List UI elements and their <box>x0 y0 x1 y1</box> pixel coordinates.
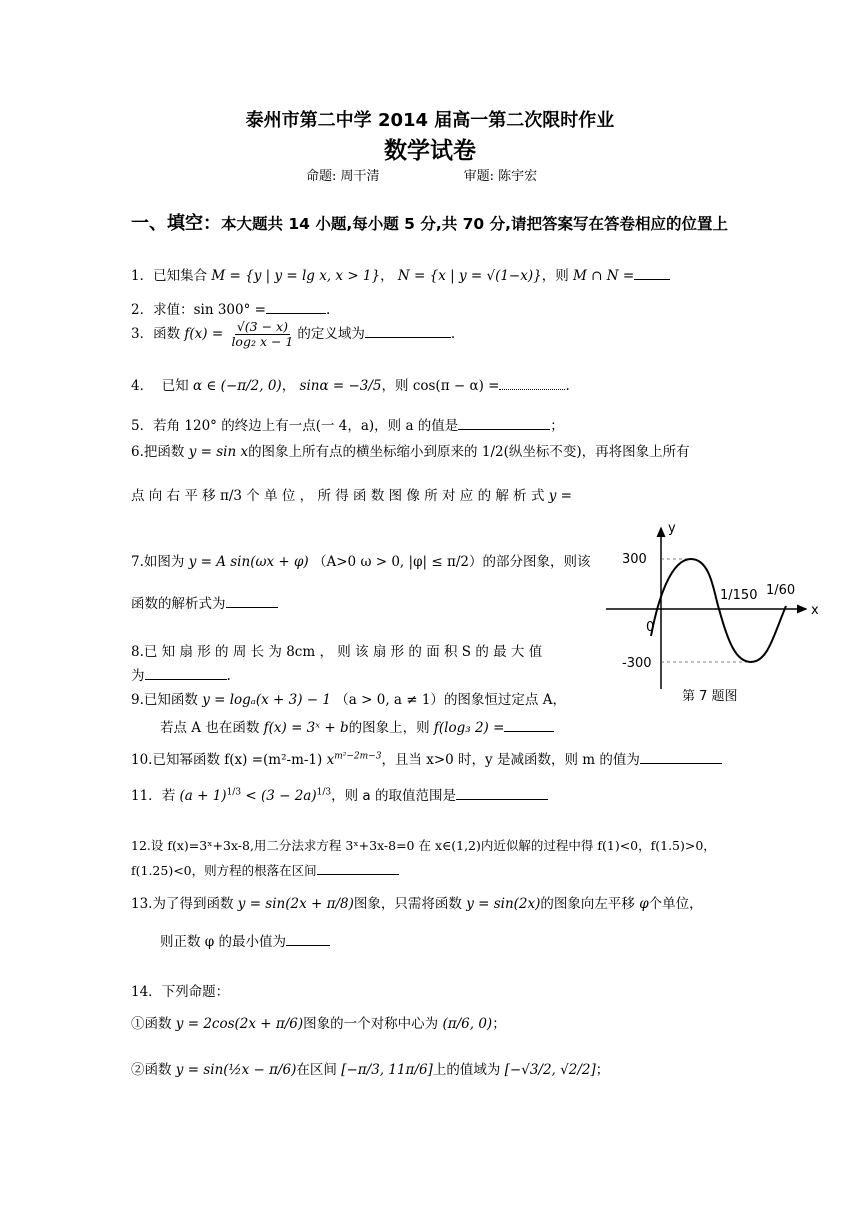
answer-blank[interactable] <box>317 860 399 875</box>
question-7: 7.如图为 y = A sin(ωx + φ) （A>0 ω > 0, |φ| ≤ π/2）的部分图象，则该 <box>131 554 591 570</box>
question-14-item-1: ①函数 y = 2cos(2x + π/6)图象的一个对称中心为 (π/6, 0)； <box>131 1016 506 1032</box>
question-9: 9.已知函数 y = logₐ(x + 3) − 1 （a > 0, a ≠ 1）的图象恒过定点 A， <box>131 692 566 708</box>
x-axis-label: x <box>811 603 819 618</box>
answer-blank[interactable] <box>226 593 278 608</box>
exam-title: 泰州市第二中学 2014 届高一第二次限时作业 <box>245 110 615 131</box>
question-8-line-2: 为 . <box>131 664 231 684</box>
sine-curve <box>651 559 786 662</box>
sine-graph <box>596 514 832 710</box>
figure-caption: 第 7 题图 <box>682 689 738 704</box>
answer-blank[interactable] <box>145 665 227 680</box>
setter-name: 命题: 周干清 <box>306 169 380 184</box>
answer-blank[interactable] <box>456 785 548 800</box>
reviewer-name: 审题: 陈宇宏 <box>463 169 538 184</box>
y-min-label: -300 <box>622 656 652 671</box>
answer-blank[interactable] <box>504 717 554 732</box>
answer-blank[interactable] <box>634 265 670 280</box>
answer-blank[interactable] <box>458 415 550 430</box>
answer-blank[interactable] <box>266 299 326 314</box>
question-10: 10.已知幂函数 f(x) =(m²-m-1) $x^{m^2-2m-3}$，且当 x>0 时，y 是减函数，则 m 的值为 <box>131 748 722 768</box>
question-12: 12.设 f(x)=3ˣ+3x-8,用二分法求方程 3ˣ+3x-8=0 在 x∈(1,2)内近似解的过程中得 f(1)<0，f(1.5)>0， <box>131 838 716 853</box>
section-heading <box>131 212 751 236</box>
tick-label-2: 1/60 <box>766 583 796 598</box>
fraction: $\frac{√(3 - x)}{\text{log₂ x − 1}}$ <box>231 319 294 349</box>
question-7-figure <box>596 514 832 710</box>
question-12-line-2: f(1.25)<0，则方程的根落在区间 <box>131 860 399 879</box>
section-title: 一、填空： <box>131 213 221 234</box>
question-14: 14．下列命题： <box>131 984 230 1000</box>
question-8: 8.已 知 扇 形 的 周 长 为 8cm ， 则 该 扇 形 的 面 积 S 的 最 大 值 <box>131 644 543 660</box>
y-max-label: 300 <box>622 552 647 567</box>
exam-authors <box>306 165 537 184</box>
answer-blank[interactable] <box>365 323 451 338</box>
answer-blank[interactable] <box>640 749 722 764</box>
exam-subject: 数学试卷 <box>384 138 476 164</box>
question-9-line-2: 若点 A 也在函数 f(x) = 3ˣ + b的图象上，则 f(log₃ 2) = <box>160 716 554 736</box>
set-m: M = {y | y = lg x, x > 1} <box>211 268 381 284</box>
question-13-line-2: 则正数 φ 的最小值为 <box>160 930 330 950</box>
question-2: 2．求值：sin 300° = . <box>131 298 330 318</box>
answer-blank[interactable] <box>499 375 565 390</box>
y-axis-label: y <box>668 521 676 536</box>
question-7-line-2: 函数的解析式为 <box>131 592 278 612</box>
question-14-item-2: ②函数 y = sin(½x − π/6)在区间 [−π/3, 11π/6]上的值域为 [−√3/2, √2/2]； <box>131 1062 610 1078</box>
question-11: 11．若 $(a + 1)^{1/3} < (3 - 2a)^{1/3}$，则 a 的取值范围是 <box>131 784 548 804</box>
question-6-line-2: 点 向 右 平 移 π/3 个 单 位 ， 所 得 函 数 图 像 所 对 应 的 解 析 式 y = <box>131 488 572 504</box>
question-4: 4． 已知 α ∈ (−π/2, 0)， sinα = −3/5，则 cos(π − α) = . <box>131 374 570 394</box>
question-1: 1．已知集合 M = {y | y = lg x, x > 1}， N = {x | y = √(1−x)}，则 M ∩ N = <box>131 264 670 284</box>
question-3: 3．函数 f(x) = $\frac{√(3 - x)}{\text{log₂ x − 1}}$ 的定义域为 . <box>131 319 456 349</box>
answer-blank[interactable] <box>286 931 330 946</box>
question-13: 13.为了得到函数 y = sin(2x + π/8)图象，只需将函数 y = sin(2x)的图象向左平移 φ个单位， <box>131 896 703 912</box>
set-n: N = {x | y = √(1−x)} <box>397 268 542 284</box>
tick-label-1: 1/150 <box>720 588 758 603</box>
question-5: 5．若角 120° 的终边上有一点(一 4，a)，则 a 的值是 ； <box>131 414 564 434</box>
question-6: 6.把函数 y = sin x的图象上所有点的横坐标缩小到原来的 1/2(纵坐标不变)，再将图象上所有 <box>131 444 690 460</box>
section-instructions: 本大题共 14 小题,每小题 5 分,共 70 分,请把答案写在答卷相应的位置上 <box>221 215 728 233</box>
origin-label: 0 <box>646 620 655 635</box>
